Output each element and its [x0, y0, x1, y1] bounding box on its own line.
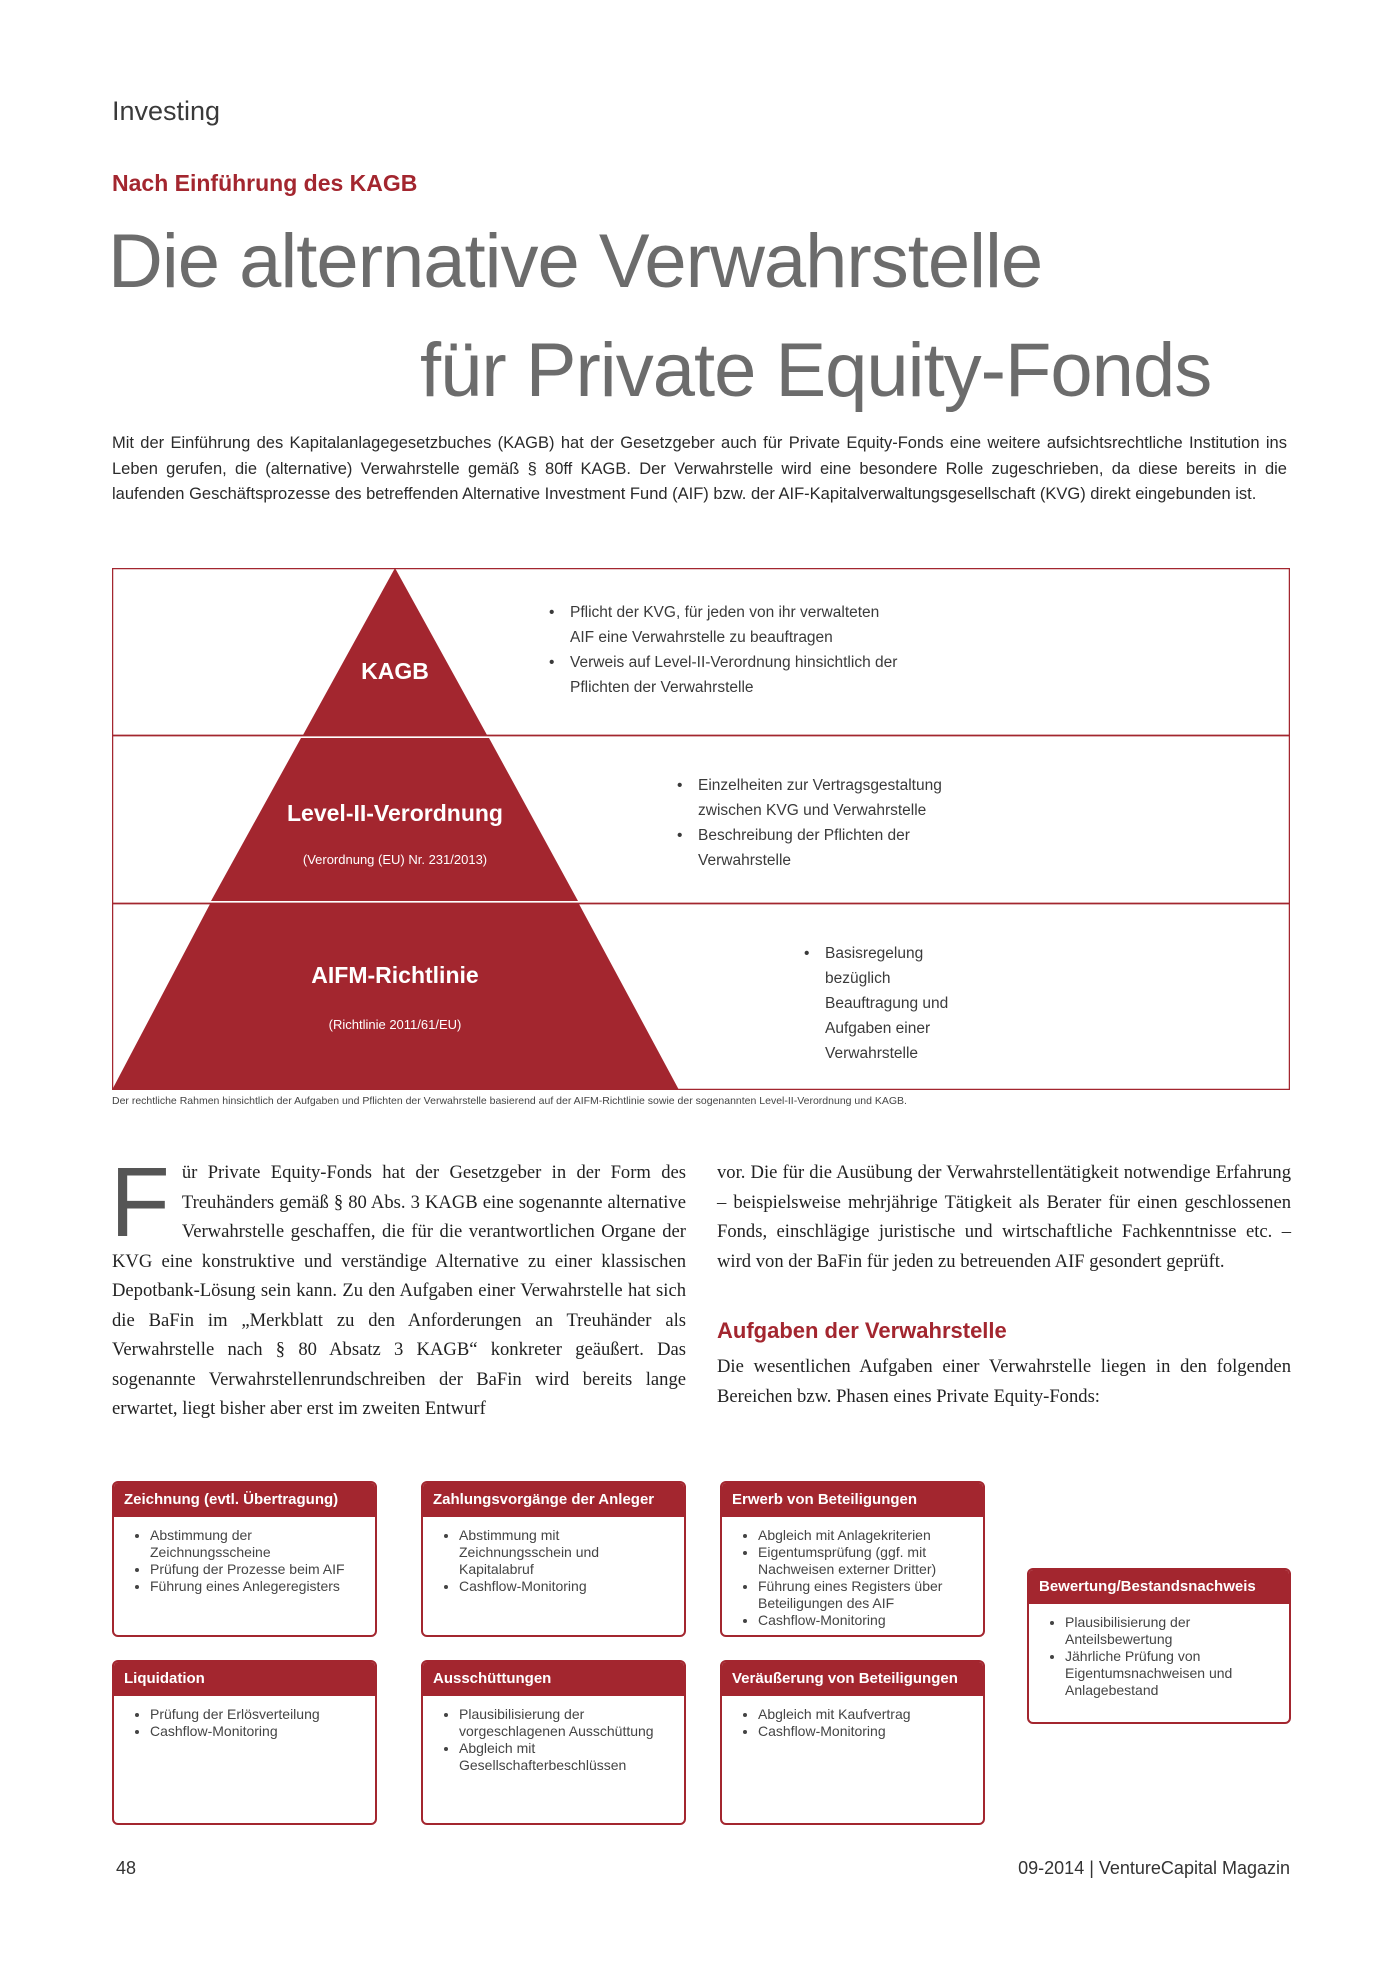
kagb-bullet-1-line-1: Pflicht der KVG, für jeden von ihr verwalteten	[570, 604, 880, 621]
aifm-bullet-dot: •	[804, 945, 810, 962]
card-ausschuettungen	[421, 1660, 686, 1825]
card-bewertung	[1027, 1568, 1291, 1724]
card-title: Veräußerung von Beteiligungen	[722, 1662, 983, 1696]
kagb-bullet-2-line-2: Pflichten der Verwahrstelle	[570, 679, 754, 696]
list-item: • Führung eines Registers über Beteiligungen des AIF	[758, 1578, 975, 1612]
card-veraeusserung	[720, 1660, 985, 1825]
pyramid-label-level2: Level-II-Verordnung	[287, 800, 503, 826]
list-item: • Abstimmung der Zeichnungsscheine	[150, 1527, 367, 1561]
list-item: • Abgleich mit Anlagekriterien	[758, 1527, 975, 1544]
aifm-bullet-line-3: Beauftragung und	[825, 995, 949, 1012]
kicker: Nach Einführung des KAGB	[112, 170, 418, 196]
card-list	[136, 1706, 367, 1740]
aifm-bullet-line-1: Basisregelung	[825, 945, 924, 962]
aifm-bullet-line-5: Verwahrstelle	[825, 1045, 919, 1062]
intro-paragraph: Mit der Einführung des Kapitalanlagegesetzbuches (KAGB) hat der Gesetzgeber auch für Private Equity-Fonds eine weitere aufsichtsrechtliche Institution ins Leben gerufen, die (alternative) Verwahrstelle gemäß § 80ff KAGB. Der Verwahrstelle wird eine besondere Rolle zugeschrieben, da diese bereits in die laufenden Geschäftsprozesse des betreffenden Alternative Investment Fund (AIF) bzw. der AIF-Kapitalverwaltungsgesellschaft (KVG) direkt eingebunden ist.	[112, 434, 1287, 503]
level2-bullet-1-line-1: Einzelheiten zur Vertragsgestaltung	[698, 777, 942, 794]
list-item: • Eigentumsprüfung (ggf. mit Nachweisen externer Dritter)	[758, 1544, 975, 1578]
issue-label: 09-2014 | VentureCapital Magazin	[1018, 1858, 1290, 1878]
list-item: • Führung eines Anlegeregisters	[150, 1578, 367, 1595]
aifm-bullet-line-2: bezüglich	[825, 970, 891, 987]
section-subheading: Aufgaben der Verwahrstelle	[717, 1318, 1007, 1343]
kagb-bullet-dot: •	[549, 604, 555, 621]
aifm-bullet-line-4: Aufgaben einer	[825, 1020, 931, 1037]
list-item: • Cashflow-Monitoring	[758, 1612, 975, 1629]
list-item: • Abgleich mit Gesellschafterbeschlüssen	[459, 1740, 676, 1774]
card-list	[744, 1706, 975, 1740]
page-title-line-1: Die alternative Verwahrstelle	[108, 219, 1043, 304]
card-title: Bewertung/Bestandsnachweis	[1029, 1570, 1289, 1604]
list-item: • Plausibilisierung der Anteilsbewertung	[1065, 1614, 1281, 1648]
body-column-2-continued: Die wesentlichen Aufgaben einer Verwahrstelle liegen in den folgenden Bereichen bzw. Phasen eines Private Equity-Fonds:	[717, 1356, 1291, 1407]
pyramid-label-kagb: KAGB	[361, 658, 429, 684]
list-item: • Jährliche Prüfung von Eigentumsnachweisen und Anlagebestand	[1065, 1648, 1281, 1699]
card-liquidation	[112, 1660, 377, 1825]
card-list	[445, 1706, 676, 1774]
body-column-1	[110, 1147, 686, 1424]
legal-framework-pyramid-diagram	[112, 568, 1290, 1090]
list-item: • Plausibilisierung der vorgeschlagenen Ausschüttung	[459, 1706, 676, 1740]
list-item: • Cashflow-Monitoring	[459, 1578, 676, 1595]
card-list	[744, 1527, 975, 1629]
page-number: 48	[116, 1858, 137, 1878]
drop-cap: F	[110, 1147, 170, 1257]
card-list	[445, 1527, 676, 1595]
body-column-2: vor. Die für die Ausübung der Verwahrstellentätigkeit notwendige Erfahrung – beispielsweise mehrjährige Tätigkeit als Berater für einen geschlossenen Fonds, einschlägige juristische und wirtschaftliche Fachkenntnisse etc. – wird von der BaFin für jeden zu betreuenden AIF gesondert geprüft.	[717, 1162, 1291, 1272]
list-item: • Prüfung der Erlösverteilung	[150, 1706, 367, 1723]
list-item: • Prüfung der Prozesse beim AIF	[150, 1561, 367, 1578]
card-title: Erwerb von Beteiligungen	[722, 1483, 983, 1517]
kagb-info-box	[113, 569, 1290, 736]
level2-bullet-2-line-2: Verwahrstelle	[698, 852, 792, 869]
level2-bullet-dot: •	[677, 777, 683, 794]
list-item: • Abgleich mit Kaufvertrag	[758, 1706, 975, 1723]
kagb-bullet-dot: •	[549, 654, 555, 671]
diagram-caption: Der rechtliche Rahmen hinsichtlich der Aufgaben und Pflichten der Verwahrstelle basierend auf der AIFM-Richtlinie sowie der sogenannten Level-II-Verordnung und KAGB.	[112, 1095, 907, 1107]
pyramid-sub-aifm: (Richtlinie 2011/61/EU)	[328, 1017, 462, 1032]
list-item: • Cashflow-Monitoring	[150, 1723, 367, 1740]
card-title: Zeichnung (evtl. Übertragung)	[114, 1483, 375, 1517]
card-zahlungsvorgaenge	[421, 1481, 686, 1637]
list-item: • Cashflow-Monitoring	[758, 1723, 975, 1740]
card-erwerb	[720, 1481, 985, 1637]
pyramid-tier-aifm	[112, 904, 679, 1090]
card-zeichnung	[112, 1481, 377, 1637]
card-title: Zahlungsvorgänge der Anleger	[423, 1483, 684, 1517]
level2-bullet-2-line-1: Beschreibung der Pflichten der	[698, 827, 910, 844]
card-list	[136, 1527, 367, 1595]
kagb-bullet-2-line-1: Verweis auf Level-II-Verordnung hinsichtlich der	[570, 654, 898, 671]
list-item: • Abstimmung mit Zeichnungsschein und Kapitalabruf	[459, 1527, 676, 1578]
pyramid-tier-kagb	[303, 568, 487, 735]
card-title: Liquidation	[114, 1662, 375, 1696]
card-title: Ausschüttungen	[423, 1662, 684, 1696]
pyramid-label-aifm: AIFM-Richtlinie	[311, 962, 479, 988]
body-text-column-1: ür Private Equity-Fonds hat der Gesetzgeber in der Form des Treuhänders gemäß § 80 Abs. 3 KAGB eine sogenannte alternative Verwahrstelle geschaffen, die für die verantwortlichen Organe der KVG eine konstruktive und verständige Alternative zu einer klassischen Depotbank-Lösung sein kann. Zu den Aufgaben einer Verwahrstelle hat sich die BaFin im „Merkblatt zu den Anforderungen an Treuhänder als Verwahrstelle nach § 80 Absatz 3 KAGB“ konkreter geäußert. Das sogenannte Verwahrstellenrundschreiben der BaFin wird bereits lange erwartet, liegt bisher aber erst im zweiten Entwurf	[112, 1162, 686, 1419]
level2-bullet-dot: •	[677, 827, 683, 844]
kagb-bullet-1-line-2: AIF eine Verwahrstelle zu beauftragen	[570, 629, 833, 646]
page-title-line-2: für Private Equity-Fonds	[420, 328, 1212, 413]
level2-bullet-1-line-2: zwischen KVG und Verwahrstelle	[698, 802, 927, 819]
section-label: Investing	[112, 96, 221, 126]
card-list	[1051, 1614, 1281, 1699]
pyramid-sub-level2: (Verordnung (EU) Nr. 231/2013)	[302, 852, 488, 867]
